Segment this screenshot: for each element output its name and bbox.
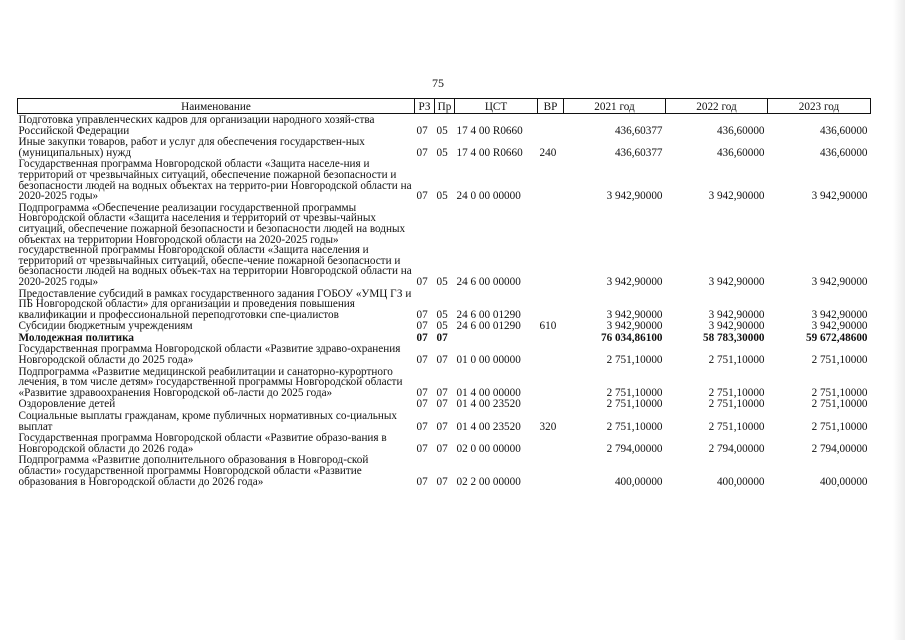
table-row — [18, 410, 871, 432]
row-amount-2023: 436,60000 — [819, 146, 868, 159]
row-vr: 240 — [539, 146, 557, 159]
row-amount-2022: 3 942,90000 — [708, 320, 765, 333]
row-amount-2022: 2 794,00000 — [708, 442, 765, 455]
row-name: Подготовка управленческих кадров для организации народного хозяй-ства Российской Федерации — [18, 114, 375, 137]
row-vr — [538, 288, 564, 321]
row-pr: 07 — [436, 420, 448, 433]
row-amount-2023: 2 751,10000 — [811, 386, 868, 399]
column-header-name: Наименование — [18, 99, 415, 114]
row-cst: 01 4 00 23520 — [456, 420, 521, 433]
row-name: Субсидии бюджетным учреждениям — [18, 320, 193, 333]
column-header-cst: ЦСТ — [455, 99, 538, 114]
row-rz: 07 — [416, 386, 428, 399]
row-vr — [538, 202, 564, 288]
row-pr: 05 — [436, 320, 448, 333]
row-vr — [538, 454, 564, 487]
row-amount-2021: 3 942,90000 — [606, 308, 663, 321]
row-cst — [455, 332, 538, 344]
row-pr: 05 — [436, 308, 448, 321]
row-amount-2021: 2 751,10000 — [606, 386, 663, 399]
row-amount-2023: 436,60000 — [819, 124, 868, 137]
row-cst: 01 0 00 00000 — [456, 354, 521, 367]
row-amount-2021: 3 942,90000 — [606, 190, 663, 203]
row-amount-2022: 2 751,10000 — [708, 386, 765, 399]
row-cst: 24 6 00 00000 — [456, 275, 521, 288]
row-rz: 07 — [416, 275, 428, 288]
row-rz: 07 — [416, 420, 428, 433]
row-vr — [538, 398, 564, 410]
row-amount-2023: 3 942,90000 — [811, 275, 868, 288]
row-amount-2021: 2 751,10000 — [606, 420, 663, 433]
row-pr: 05 — [436, 190, 448, 203]
row-pr: 05 — [436, 124, 448, 137]
row-vr — [538, 332, 564, 344]
row-amount-2022: 3 942,90000 — [708, 275, 765, 288]
table-row — [18, 398, 871, 410]
row-rz: 07 — [416, 475, 428, 488]
column-header-pr: Пр — [435, 99, 455, 114]
row-cst: 24 6 00 01290 — [456, 308, 521, 321]
row-rz: 07 — [416, 354, 428, 367]
row-rz: 07 — [416, 146, 428, 159]
table-row — [18, 366, 871, 399]
table-row — [18, 114, 871, 137]
row-name: Подпрограмма «Развитие дополнительного образования в Новгород-ской области» государственной программы Новгородской области «Развитие образования в Новгородской области до 2026 года» — [18, 454, 369, 488]
row-amount-2022: 2 751,10000 — [708, 398, 765, 411]
table-row — [18, 320, 871, 332]
table-header-row — [18, 99, 871, 114]
row-amount-2023: 59 672,48600 — [805, 331, 868, 344]
row-amount-2022: 400,00000 — [716, 475, 765, 488]
column-header-2021: 2021 год — [564, 99, 666, 114]
row-amount-2021: 3 942,90000 — [606, 320, 663, 333]
row-cst: 02 0 00 00000 — [456, 442, 521, 455]
row-vr: 320 — [539, 420, 557, 433]
row-amount-2022: 436,60000 — [716, 146, 765, 159]
row-vr — [538, 158, 564, 201]
row-cst: 17 4 00 R0660 — [456, 146, 523, 159]
row-amount-2023: 3 942,90000 — [811, 308, 868, 321]
row-rz: 07 — [416, 308, 428, 321]
table-row — [18, 136, 871, 158]
row-amount-2023: 2 751,10000 — [811, 354, 868, 367]
row-cst: 02 2 00 00000 — [456, 475, 521, 488]
column-header-2023: 2023 год — [768, 99, 871, 114]
column-header-rz: РЗ — [415, 99, 435, 114]
row-rz: 07 — [416, 442, 428, 455]
row-amount-2021: 2 794,00000 — [606, 442, 663, 455]
row-amount-2023: 3 942,90000 — [811, 320, 868, 333]
row-name: Государственная программа Новгородской области «Защита населе-ния и территорий от чрезвычайных ситуаций, обеспечение пожарной безопасности и безопасности людей на водных объектах на террито-рии Новгородской области на 2020-2025 годы» — [18, 158, 412, 203]
budget-table — [17, 98, 871, 487]
row-vr — [538, 343, 564, 365]
row-pr: 07 — [436, 331, 448, 344]
row-pr: 05 — [436, 146, 448, 159]
row-amount-2022: 3 942,90000 — [708, 190, 765, 203]
row-vr — [538, 114, 564, 137]
row-name: Оздоровление детей — [18, 398, 116, 411]
row-name: Государственная программа Новгородской области «Развитие здраво-охранения Новгородской области до 2025 года» — [18, 343, 401, 367]
row-rz: 07 — [416, 331, 428, 344]
row-name: Социальные выплаты гражданам, кроме публичных нормативных со-циальных выплат — [18, 410, 397, 433]
row-vr — [538, 366, 564, 399]
row-cst: 01 4 00 00000 — [456, 386, 521, 399]
row-pr: 07 — [436, 398, 448, 411]
row-cst: 24 0 00 00000 — [456, 190, 521, 203]
row-amount-2021: 436,60377 — [614, 124, 663, 137]
table-row — [18, 343, 871, 365]
row-amount-2022: 2 751,10000 — [708, 354, 765, 367]
row-pr: 07 — [436, 475, 448, 488]
row-name: Подпрограмма «Обеспечение реализации государственной программы Новгородской области «Защита населения и территорий от чрезвы-чайных ситуаций, обеспечение пожарной безопасности и безопасности людей на водных объектах на территории Новгородской области на 2020-2025 годы» государственной программы Новгородской области «Защита населения и территорий от чрезвычайных ситуаций, обеспе-чение пожарной безопасности и безопасности людей на водных объек-тах на территории Новгородской области на 2020-2025 годы» — [18, 201, 412, 288]
row-pr: 07 — [436, 354, 448, 367]
row-rz: 07 — [416, 320, 428, 333]
row-vr — [538, 432, 564, 454]
row-amount-2021: 436,60377 — [614, 146, 663, 159]
row-amount-2021: 2 751,10000 — [606, 398, 663, 411]
row-name: Предоставление субсидий в рамках государственного задания ГОБОУ «УМЦ ГЗ и ПБ Новгородской области» для организации и проведения повышения квалификации и профессиональной переподготовки спе-циалистов — [18, 287, 412, 321]
row-rz: 07 — [416, 398, 428, 411]
row-pr: 07 — [436, 442, 448, 455]
row-amount-2023: 2 751,10000 — [811, 398, 868, 411]
table-row — [18, 288, 871, 321]
row-pr: 05 — [436, 275, 448, 288]
page-number: 75 — [432, 76, 444, 90]
table-row — [18, 202, 871, 288]
table-row — [18, 158, 871, 201]
row-amount-2023: 2 751,10000 — [811, 420, 868, 433]
row-amount-2022: 436,60000 — [716, 124, 765, 137]
column-header-vr: ВР — [538, 99, 564, 114]
row-name: Подпрограмма «Развитие медицинской реабилитации и санаторно-курортного лечения, в том числе детям» государственной программы Новгородской области «Развитие здравоохранения Новгородской об-ласти до 2025 года» — [18, 365, 403, 399]
row-rz: 07 — [416, 124, 428, 137]
row-amount-2022: 3 942,90000 — [708, 308, 765, 321]
row-cst: 01 4 00 23520 — [456, 398, 521, 411]
row-amount-2021: 3 942,90000 — [606, 275, 663, 288]
row-rz: 07 — [416, 190, 428, 203]
row-cst: 17 4 00 R0660 — [456, 124, 523, 137]
row-amount-2023: 400,00000 — [819, 475, 868, 488]
row-cst: 24 6 00 01290 — [456, 320, 521, 333]
row-name: Государственная программа Новгородской области «Развитие образо-вания в Новгородской области до 2026 года» — [18, 432, 387, 455]
row-amount-2022: 58 783,30000 — [702, 331, 765, 344]
table-row — [18, 432, 871, 454]
table-row — [18, 454, 871, 487]
table-row — [18, 332, 871, 344]
row-name: Молодежная политика — [18, 331, 134, 344]
row-amount-2022: 2 751,10000 — [708, 420, 765, 433]
row-amount-2023: 3 942,90000 — [811, 190, 868, 203]
row-amount-2021: 76 034,86100 — [600, 331, 663, 344]
row-amount-2021: 400,00000 — [614, 475, 663, 488]
row-amount-2021: 2 751,10000 — [606, 354, 663, 367]
row-name: Иные закупки товаров, работ и услуг для обеспечения государствен-ных (муниципальных) нужд — [18, 136, 365, 159]
scan-edge-shadow — [893, 0, 905, 640]
row-pr: 07 — [436, 386, 448, 399]
row-amount-2023: 2 794,00000 — [811, 442, 868, 455]
table-body — [18, 114, 871, 488]
column-header-2022: 2022 год — [666, 99, 768, 114]
row-vr: 610 — [539, 320, 557, 333]
